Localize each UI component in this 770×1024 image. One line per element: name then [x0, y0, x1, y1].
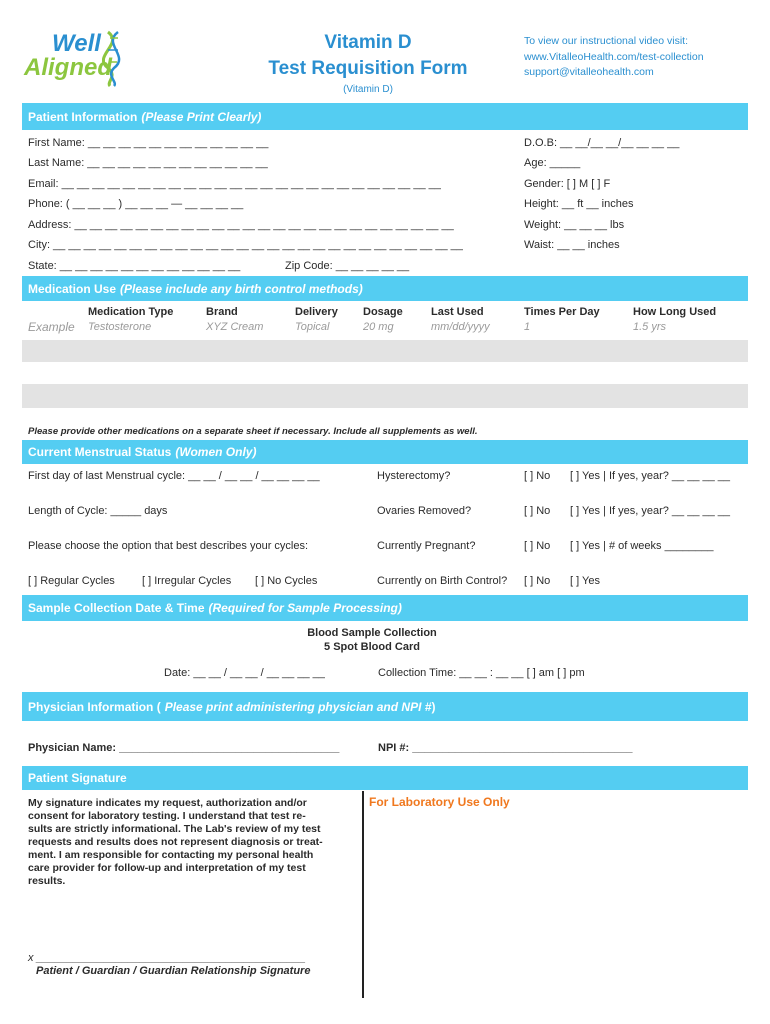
consent-line-1: My signature indicates my request, authorization and/or — [28, 797, 307, 809]
physician-heading: Physician Information ( Please print administering physician and NPI # ) — [22, 692, 748, 721]
col-brand: Brand — [206, 306, 238, 318]
consent-line-2: consent for laboratory testing. I understand that test re- — [28, 810, 306, 822]
col-times-per-day: Times Per Day — [524, 306, 600, 318]
state-field[interactable]: State: __ __ __ __ __ __ __ __ __ __ __ __ — [28, 260, 241, 272]
hysterectomy-yes[interactable]: [ ] Yes | If yes, year? __ __ __ __ — [570, 470, 731, 482]
last-name-field[interactable]: Last Name: __ __ __ __ __ __ __ __ __ __ __ __ — [28, 157, 268, 169]
phone-field[interactable]: Phone: ( __ __ __ ) __ __ __ — __ __ __ __ — [28, 198, 244, 210]
regular-cycles-checkbox[interactable]: [ ] Regular Cycles — [28, 575, 115, 587]
zip-field[interactable]: Zip Code: __ __ __ __ __ — [285, 260, 410, 272]
first-day-field[interactable]: First day of last Menstrual cycle: __ __ / __ __ / __ __ __ __ — [28, 470, 320, 482]
hysterectomy-no[interactable]: [ ] No — [524, 470, 551, 482]
logo — [22, 28, 132, 88]
ovaries-yes[interactable]: [ ] Yes | If yes, year? __ __ __ __ — [570, 505, 731, 517]
collection-date-field[interactable]: Date: __ __ / __ __ / __ __ __ __ — [164, 667, 325, 679]
dob-field[interactable]: D.O.B: __ __/__ __/__ __ __ __ — [524, 137, 680, 149]
menstrual-heading: Current Menstrual Status (Women Only) — [22, 440, 748, 464]
npi-field[interactable]: NPI #: ____________________________________ — [378, 742, 633, 754]
age-field[interactable]: Age: _____ — [524, 157, 581, 169]
lab-use-label: For Laboratory Use Only — [369, 795, 510, 809]
ovaries-label: Ovaries Removed? — [377, 505, 472, 517]
example-last-used: mm/dd/yyyy — [431, 321, 490, 333]
first-name-field[interactable]: First Name: __ __ __ __ __ __ __ __ __ __ __ __ — [28, 137, 269, 149]
example-times: 1 — [524, 321, 531, 333]
logo-line1: Well — [52, 30, 101, 57]
subtitle: (Vitamin D) — [343, 84, 393, 95]
example-duration: 1.5 yrs — [633, 321, 667, 333]
pregnant-no[interactable]: [ ] No — [524, 540, 551, 552]
example-label: Example — [28, 320, 75, 334]
col-dosage: Dosage — [363, 306, 403, 318]
col-last-used: Last Used — [431, 306, 484, 318]
title-line2: Test Requisition Form — [268, 58, 468, 79]
medication-row-2[interactable] — [22, 384, 748, 408]
city-field[interactable]: City: __ __ __ __ __ __ __ __ __ __ __ __ __ __ __ __ __ __ __ __ __ __ __ __ __ __ __ — [28, 239, 463, 251]
waist-field[interactable]: Waist: __ __ inches — [524, 239, 620, 251]
medication-note: Please provide other medications on a separate sheet if necessary. Include all supplements as well. — [28, 426, 478, 437]
birth-control-yes[interactable]: [ ] Yes — [570, 575, 600, 587]
sample-line1: Blood Sample Collection — [307, 627, 437, 639]
sample-heading: Sample Collection Date & Time (Required for Sample Processing) — [22, 595, 748, 621]
info-line1: To view our instructional video visit: — [524, 35, 688, 47]
signature-label: Patient / Guardian / Guardian Relationship Signature — [36, 965, 311, 977]
hysterectomy-label: Hysterectomy? — [377, 470, 451, 482]
consent-line-4: requests and results does not represent diagnosis or treat- — [28, 836, 323, 848]
consent-line-3: sults are strictly informational. The Lab's review of my test — [28, 823, 321, 835]
collection-time-field[interactable]: Collection Time: __ __ : __ __ [ ] am [ ] pm — [378, 667, 585, 679]
example-dosage: 20 mg — [363, 321, 394, 333]
col-how-long-used: How Long Used — [633, 306, 717, 318]
signature-heading: Patient Signature — [22, 766, 748, 790]
col-delivery: Delivery — [295, 306, 338, 318]
signature-divider — [362, 791, 364, 998]
gender-field[interactable]: Gender: [ ] M [ ] F — [524, 178, 611, 190]
height-field[interactable]: Height: __ ft __ inches — [524, 198, 634, 210]
sample-line2: 5 Spot Blood Card — [324, 641, 420, 653]
col-medication-type: Medication Type — [88, 306, 174, 318]
consent-line-5: ment. I am responsible for contacting my personal health — [28, 849, 314, 861]
signature-field[interactable]: x ____________________________________________ — [28, 952, 306, 964]
example-brand: XYZ Cream — [206, 321, 264, 333]
irregular-cycles-checkbox[interactable]: [ ] Irregular Cycles — [142, 575, 232, 587]
email-field[interactable]: Email: __ __ __ __ __ __ __ __ __ __ __ __ __ __ __ __ __ __ __ __ __ __ __ __ __ — [28, 178, 441, 190]
info-link-url[interactable]: www.VitalleoHealth.com/test-collection — [524, 51, 704, 63]
medication-heading: Medication Use (Please include any birth control methods) — [22, 276, 748, 301]
birth-control-label: Currently on Birth Control? — [377, 575, 508, 587]
ovaries-no[interactable]: [ ] No — [524, 505, 551, 517]
birth-control-no[interactable]: [ ] No — [524, 575, 551, 587]
example-type: Testosterone — [88, 321, 152, 333]
consent-line-7: results. — [28, 875, 66, 887]
medication-row-1[interactable] — [22, 340, 748, 362]
title-line1: Vitamin D — [324, 32, 412, 53]
physician-name-field[interactable]: Physician Name: ____________________________________ — [28, 742, 340, 754]
patient-info-heading: Patient Information (Please Print Clearly) — [22, 103, 748, 130]
info-link-email[interactable]: support@vitalleohealth.com — [524, 66, 654, 78]
logo-line2: Aligned — [24, 54, 112, 81]
pregnant-label: Currently Pregnant? — [377, 540, 476, 552]
cycle-choose-label: Please choose the option that best describes your cycles: — [28, 540, 309, 552]
pregnant-yes[interactable]: [ ] Yes | # of weeks ________ — [570, 540, 714, 552]
no-cycles-checkbox[interactable]: [ ] No Cycles — [255, 575, 318, 587]
address-field[interactable]: Address: __ __ __ __ __ __ __ __ __ __ __ __ __ __ __ __ __ __ __ __ __ __ __ __ __ — [28, 219, 454, 231]
example-delivery: Topical — [295, 321, 330, 333]
cycle-length-field[interactable]: Length of Cycle: _____ days — [28, 505, 168, 517]
weight-field[interactable]: Weight: __ __ __ lbs — [524, 219, 625, 231]
consent-line-6: care provider for follow-up and interpretation of my test — [28, 862, 306, 874]
